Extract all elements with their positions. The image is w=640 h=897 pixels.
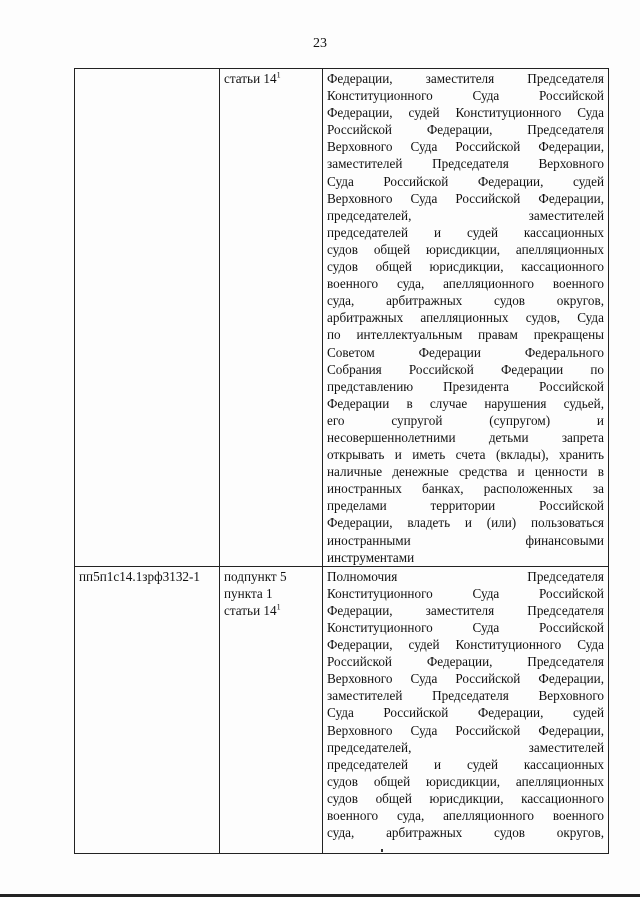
description-line: военного суда, апелляционного военного [327,808,604,824]
description-line: Суда Российской Федерации, судей [327,705,604,721]
description-line: пределами территории Российской [327,498,604,514]
description-line: Верховного Суда Российской Федерации, [327,671,604,687]
description-line: инструментами [327,549,415,565]
reference-line: статьи 14 [224,602,277,618]
description-line: судов общей юрисдикции, кассационного [327,259,604,275]
description-line: несовершеннолетними детьми запрета [327,429,604,445]
description-line: Верховного Суда Российской Федерации, [327,139,604,155]
description-line: Собрания Российской Федерации по [327,361,604,377]
description-cell [323,69,609,567]
description-line: представлению Президента Российской [327,378,604,394]
description-line: Федерации, судей Конституционного Суда [327,105,604,121]
description-line: Российской Федерации, Председателя [327,122,604,138]
description-line: Федерации, владеть и (или) пользоваться [327,515,604,531]
description-line: Полномочия Председателя [327,568,604,584]
description-line: Федерации в случае нарушения судьей, [327,395,604,411]
description-line: председателей и судей кассационных [327,756,604,772]
reference-cell [220,566,323,853]
reference-line: подпункт 5 [224,568,287,584]
description-line: Конституционного Суда Российской [327,620,604,635]
description-line: заместителей Председателя Верховного [327,688,604,704]
description-line: Конституционного Суда Российской [327,88,604,104]
document-table [74,68,609,854]
description-line: суда, арбитражных судов округов, [327,293,604,309]
description-line: председателей, заместителей [327,207,604,223]
description-line: Суда Российской Федерации, судей [327,173,604,189]
reference-superscript: 1 [276,70,281,80]
description-line: заместителей Председателя Верховного [327,156,604,172]
scan-mark [381,849,383,852]
reference-superscript: 1 [276,602,281,612]
code-text: пп5п1с14.1зрф3132-1 [79,568,200,584]
description-line: открывать и иметь счета (вклады), хранить [327,447,604,463]
description-text [327,568,604,842]
description-line: Российской Федерации, Председателя [327,654,604,670]
description-line: его супругой (супругом) и [327,412,604,428]
reference-text: статьи 14 [224,71,277,86]
code-cell [75,69,220,567]
description-line: судов общей юрисдикции, апелляционных [327,773,604,789]
description-line: наличные денежные средства и ценности в [327,464,604,480]
reference-line: пункта 1 [224,585,273,601]
table-row [75,69,609,567]
description-line: Федерации, заместителя Председателя [327,71,604,86]
description-cell [323,566,609,853]
description-line: военного суда, апелляционного военного [327,276,604,292]
description-line: суда, арбитражных судов округов, [327,825,604,841]
description-line: иностранными финансовыми [327,532,604,548]
page-number: 23 [313,36,327,51]
table-row [75,566,609,853]
code-cell [75,566,220,853]
description-line: Конституционного Суда Российской [327,585,604,601]
description-line: Советом Федерации Федерального [327,344,604,360]
description-line: Верховного Суда Российской Федерации, [327,190,604,206]
description-line: председателей и судей кассационных [327,224,604,240]
description-line: по интеллектуальным правам прекращены [327,327,604,343]
description-text [327,70,604,566]
description-line: судов общей юрисдикции, кассационного [327,790,604,806]
reference-cell [220,69,323,567]
description-line: Федерации, судей Конституционного Суда [327,637,604,653]
description-line: иностранных банках, расположенных за [327,481,604,497]
description-line: арбитражных апелляционных судов, Суда [327,310,604,326]
description-line: Федерации, заместителя Председателя [327,602,604,618]
description-line: председателей, заместителей [327,739,604,755]
description-line: Верховного Суда Российской Федерации, [327,722,604,738]
description-line: судов общей юрисдикции, апелляционных [327,241,604,257]
